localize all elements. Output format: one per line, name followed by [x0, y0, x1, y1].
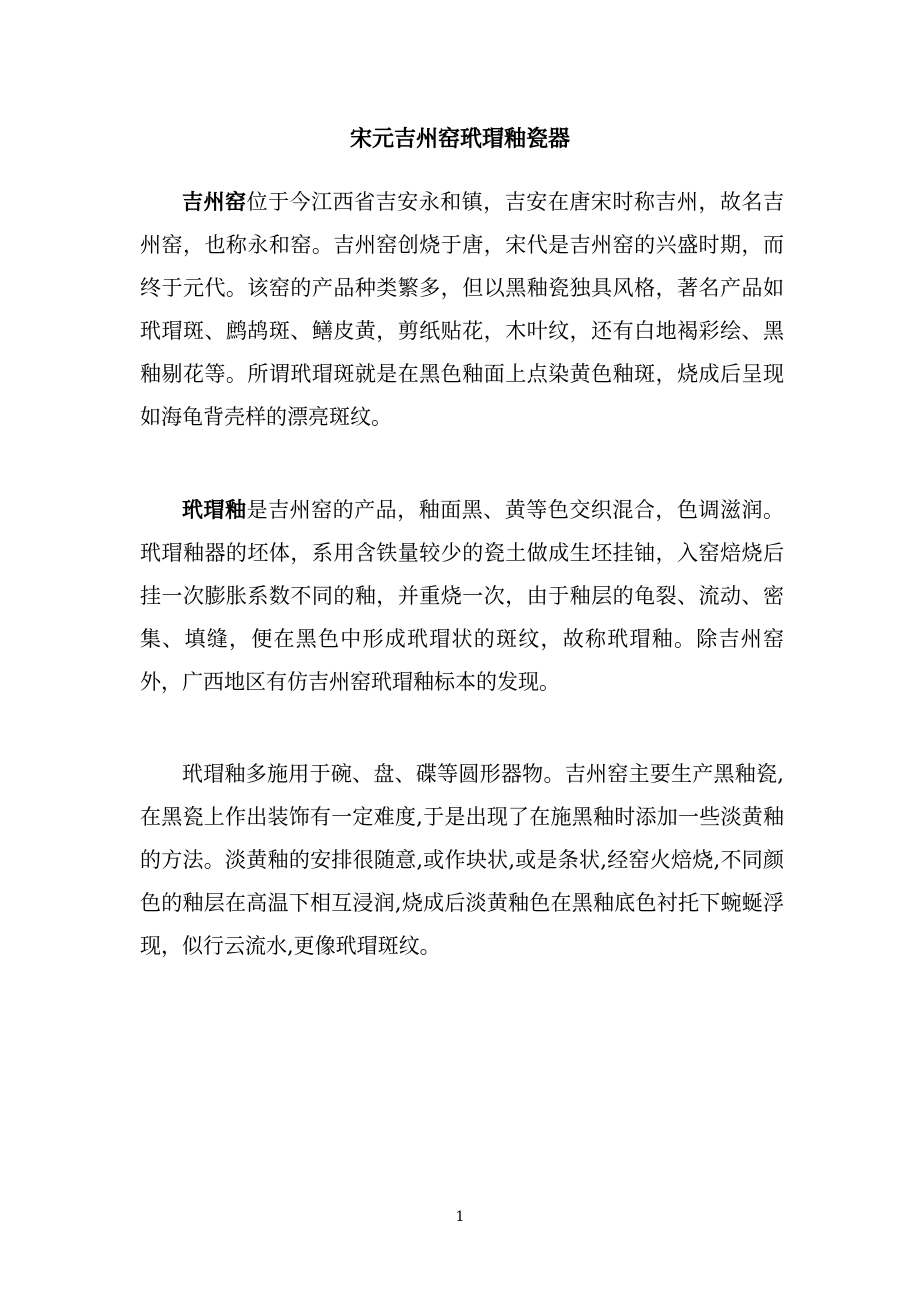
paragraph-body: 位于今江西省吉安永和镇，吉安在唐宋时称吉州，故名吉州窑，也称永和窑。吉州窑创烧于唐，宋代是吉州窑的兴盛时期，而终于元代。该窑的产品种类繁多，但以黑釉瓷独具风格，著名产品如玳瑁斑、鹧鸪斑、鳝皮黄，剪纸贴花，木叶纹，还有白地褐彩绘、黑釉剔花等。所谓玳瑁斑就是在黑色釉面上点染黄色釉斑，烧成后呈现如海龟背壳样的漂亮斑纹。: [140, 190, 785, 429]
paragraph-body: 是吉州窑的产品，釉面黑、黄等色交织混合，色调滋润。玳瑁釉器的坯体，系用含铁量较少的瓷土做成生坯挂铀，入窑焙烧后挂一次膨胀系数不同的釉，并重烧一次，由于釉层的龟裂、流动、密集、填缝，便在黑色中形成玳瑁状的斑纹，故称玳瑁釉。除吉州窑外，广西地区有仿吉州窑玳瑁釉标本的发现。: [140, 498, 785, 694]
paragraph-lead-term: 吉州窑: [182, 189, 247, 214]
paragraph-glaze-application: [140, 753, 784, 968]
page-title: 宋元吉州窑玳瑁釉瓷器: [349, 127, 570, 152]
paragraph-tortoiseshell-glaze: [140, 488, 784, 704]
paragraph-body: 玳瑁釉多施用于碗、盘、碟等圆形器物。吉州窑主要生产黑釉瓷,在黑瓷上作出装饰有一定难度,于是出现了在施黑釉时添加一些淡黄釉的方法。淡黄釉的安排很随意,或作块状,或是条状,经窑火焙烧,不同颜色的釉层在高温下相互浸润,烧成后淡黄釉色在黑釉底色衬托下蜿蜒浮现，似行云流水,更像玳瑁斑纹。: [140, 762, 784, 958]
paragraph-lead-term: 玳瑁釉: [182, 497, 247, 522]
paragraph-jizhou-kiln: [140, 180, 784, 439]
page-number: 1: [455, 1209, 465, 1225]
